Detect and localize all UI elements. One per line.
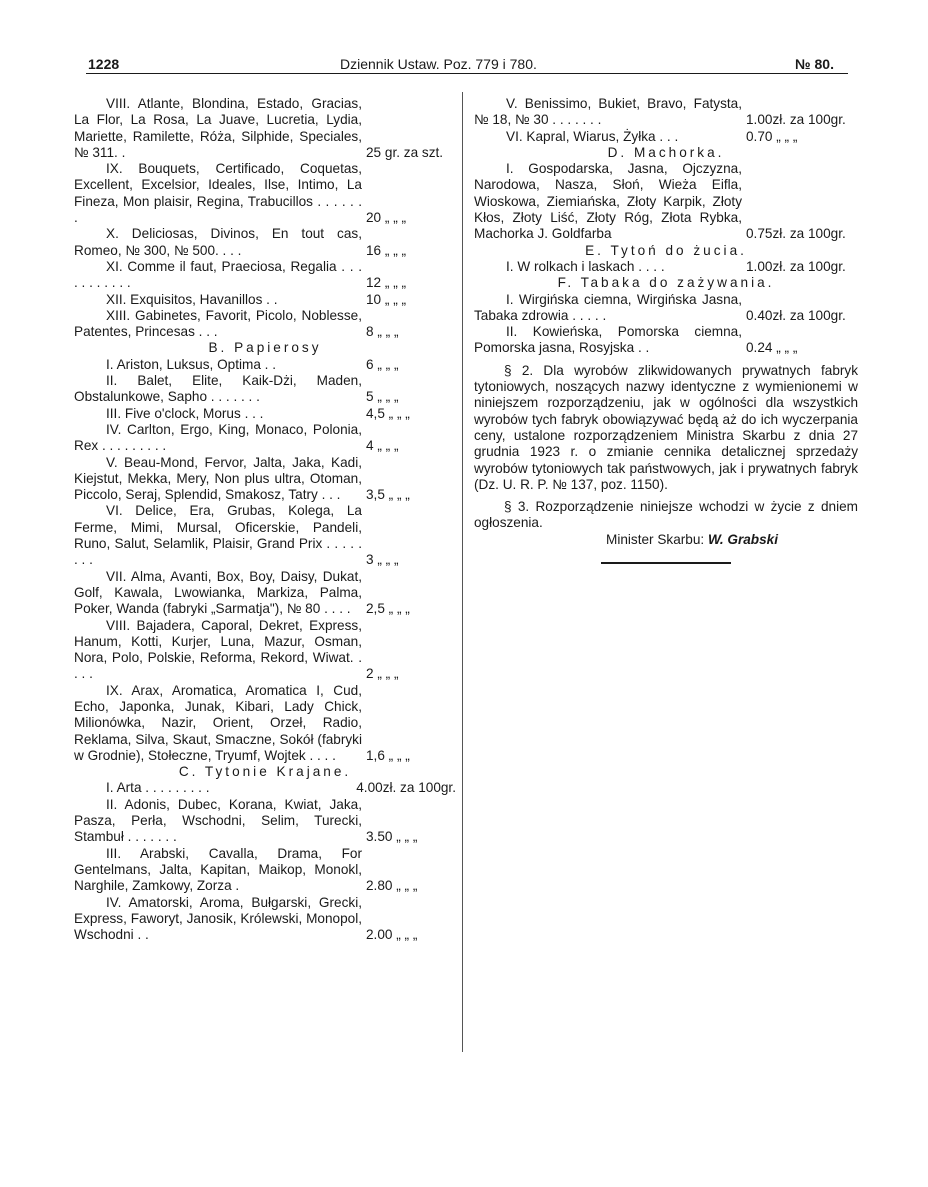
item-price: 4,5 „ „ „ bbox=[366, 405, 410, 421]
list-item bbox=[74, 846, 456, 895]
item-price: 3 „ „ „ bbox=[366, 552, 399, 568]
list-item bbox=[74, 503, 456, 568]
item-description: VI. Kapral, Wiarus, Żyłka . . . bbox=[506, 128, 679, 144]
list-item bbox=[74, 161, 456, 226]
closing-rule bbox=[601, 562, 731, 564]
item-price: 1,6 „ „ „ bbox=[366, 747, 410, 763]
right-column bbox=[474, 96, 858, 564]
signature-label: Minister Skarbu: bbox=[606, 531, 705, 547]
cigar-list bbox=[74, 96, 456, 340]
column-divider bbox=[462, 92, 463, 1052]
list-item bbox=[74, 569, 456, 618]
list-item bbox=[474, 324, 858, 357]
signature-name: W. Grabski bbox=[708, 531, 778, 547]
list-item bbox=[74, 357, 456, 373]
item-description: II. Adonis, Dubec, Korana, Kwiat, Jaka, Pasza, Perła, Wschodni, Selim, Turecki, Stambuł . . . . . . . bbox=[74, 796, 362, 845]
item-price: 1.00zł. za 100gr. bbox=[746, 112, 846, 128]
item-description: XIII. Gabinetes, Favorit, Picolo, Noblesse, Patentes, Princesas . . . bbox=[74, 307, 362, 340]
item-price: 12 „ „ „ bbox=[366, 275, 407, 291]
item-description: I. Ariston, Luksus, Optima . . bbox=[106, 356, 276, 372]
item-description: IX. Arax, Aromatica, Aromatica I, Cud, Echo, Japonka, Junak, Kibari, Lady Chick, Milionówka, Nazir, Orient, Orzeł, Radio, Reklama, Silva, Skaut, Smaczne, Sokół (fabryki w Grodnie), Stołeczne, Tryumf, Wojtek . . . . bbox=[74, 682, 362, 763]
item-price: 5 „ „ „ bbox=[366, 389, 399, 405]
item-price: 3,5 „ „ „ bbox=[366, 487, 410, 503]
item-price: 3.50 „ „ „ bbox=[366, 829, 418, 845]
list-item bbox=[74, 96, 456, 161]
item-price: 1.00zł. za 100gr. bbox=[746, 258, 846, 274]
item-description: X. Deliciosas, Divinos, En tout cas, Romeo, № 300, № 500. . . . bbox=[74, 226, 362, 258]
tobacco-list-continued bbox=[474, 96, 858, 145]
item-price: 4 „ „ „ bbox=[366, 438, 399, 454]
item-description: V. Benissimo, Bukiet, Bravo, Fatysta, № 18, № 30 . . . . . . . bbox=[474, 96, 742, 128]
list-item bbox=[74, 455, 456, 504]
paragraph-3: § 3. Rozporządzenie niniejsze wchodzi w życie z dniem ogłoszenia. bbox=[474, 499, 858, 531]
list-item bbox=[74, 373, 456, 406]
item-description: IV. Amatorski, Aroma, Bułgarski, Grecki, Express, Faworyt, Janosik, Królewski, Monopol, Wschodni . . bbox=[74, 894, 362, 943]
list-item bbox=[74, 895, 456, 944]
item-price: 0.40zł. za 100gr. bbox=[746, 307, 846, 323]
item-description: IV. Carlton, Ergo, King, Monaco, Polonia, Rex . . . . . . . . . bbox=[74, 421, 362, 454]
list-item bbox=[74, 292, 456, 308]
item-description: III. Five o'clock, Morus . . . bbox=[106, 405, 264, 421]
list-item bbox=[74, 618, 456, 683]
signature-line bbox=[474, 532, 858, 548]
item-description: I. Gospodarska, Jasna, Ojczyzna, Narodowa, Nasza, Słoń, Wieża Eifla, Wioskowa, Ziemiańska, Złoty Karpik, Złoty Kłos, Złoty Liść, Złoty Róg, Złota Rybka, Machorka J. Goldfarba bbox=[474, 161, 742, 242]
item-description: VIII. Bajadera, Caporal, Dekret, Express, Hanum, Kotti, Kurjer, Luna, Mazur, Osman, Nora, Polo, Polskie, Reforma, Rekord, Wiwat. . . . . bbox=[74, 617, 362, 682]
section-e-heading: E. Tytoń do żucia. bbox=[585, 242, 747, 258]
item-description: I. Arta . . . . . . . . . bbox=[106, 780, 210, 796]
list-item bbox=[474, 259, 858, 275]
list-item bbox=[474, 96, 858, 129]
section-b-heading: B. Papierosy bbox=[208, 340, 322, 356]
item-description: III. Arabski, Cavalla, Drama, For Gentelmans, Jalta, Kapitan, Maikop, Monokl, Narghile, Zamkowy, Zorza . bbox=[74, 845, 362, 894]
item-price: 2 „ „ „ bbox=[366, 666, 399, 682]
item-price: 8 „ „ „ bbox=[366, 324, 399, 340]
item-description: II. Kowieńska, Pomorska ciemna, Pomorska jasna, Rosyjska . . bbox=[474, 324, 742, 356]
page-number: 1228 bbox=[88, 56, 120, 72]
list-item bbox=[74, 226, 456, 259]
paragraph-2: § 2. Dla wyrobów zlikwidowanych prywatnych fabryk tytoniowych, noszących nazwy identyczne z wymienionemi w niniejszem rozporządzeniu, jak w ogólności dla wszystkich wyrobów tych fabryk obowiązywać będą aż do ich wyczerpania ceny, ustalone rozporządzeniem Ministra Skarbu z dnia 27 grudnia 1923 r. o zmianie cennika detalicznej sprzedaży wyrobów tytoniowych tak państwowych, jak i prywatnych fabryk (Dz. U. R. P. № 137, poz. 1150). bbox=[474, 362, 858, 492]
item-price: 2,5 „ „ „ bbox=[366, 601, 410, 617]
list-item bbox=[74, 683, 456, 764]
section-c-heading: C. Tytonie Krajane. bbox=[178, 764, 352, 780]
item-description: XI. Comme il faut, Praeciosa, Regalia . . . . . . . . . . . bbox=[74, 258, 362, 291]
list-item bbox=[474, 292, 858, 325]
header-rule bbox=[86, 73, 848, 74]
item-description: I. Wirgińska ciemna, Wirgińska Jasna, Tabaka zdrowia . . . . . bbox=[474, 291, 742, 323]
item-price: 2.00 „ „ „ bbox=[366, 927, 418, 943]
cigarette-list bbox=[74, 357, 456, 764]
issue-number: № 80. bbox=[795, 56, 834, 72]
section-f-heading: F. Tabaka do zażywania. bbox=[557, 275, 775, 291]
item-description: I. W rolkach i laskach . . . . bbox=[506, 258, 665, 274]
item-description: VIII. Atlante, Blondina, Estado, Gracias, La Flor, La Rosa, La Juave, Lucretia, Lydia, Mariette, Ramilette, Róża, Silphide, Speciales, № 311. . bbox=[74, 96, 362, 160]
item-price: 0.24 „ „ „ bbox=[746, 340, 798, 356]
item-description: VII. Alma, Avanti, Box, Boy, Daisy, Dukat, Golf, Kawala, Lwowianka, Markiza, Palma, Poker, Wanda (fabryki „Sarmatja"), № 80 . . . . bbox=[74, 568, 362, 617]
item-price: 0.70 „ „ „ bbox=[746, 128, 798, 144]
list-item bbox=[474, 161, 858, 242]
item-price: 6 „ „ „ bbox=[366, 356, 399, 372]
item-price: 20 „ „ „ bbox=[366, 210, 407, 226]
list-item bbox=[74, 406, 456, 422]
list-item bbox=[474, 129, 858, 145]
item-price: 4.00zł. za 100gr. bbox=[356, 780, 456, 796]
item-description: V. Beau-Mond, Fervor, Jalta, Jaka, Kadi, Kiejstut, Mekka, Mery, Non plus ultra, Otoman, Piccolo, Seraj, Splendid, Smakosz, Tatry . . . bbox=[74, 454, 362, 503]
tobacco-list bbox=[74, 780, 456, 943]
item-price: 2.80 „ „ „ bbox=[366, 878, 418, 894]
item-description: VI. Delice, Era, Grubas, Kolega, La Ferme, Mimi, Mursal, Oficerskie, Pandeli, Runo, Salut, Selamlik, Plaisir, Grand Prix . . . . . . . . bbox=[74, 503, 362, 568]
item-price: 0.75zł. za 100gr. bbox=[746, 226, 846, 242]
item-price: 10 „ „ „ bbox=[366, 291, 407, 307]
item-description: IX. Bouquets, Certificado, Coquetas, Excellent, Excelsior, Ideales, Ilse, Intimo, La Fineza, Mon plaisir, Regina, Trabucillos . . . . . . . bbox=[74, 161, 362, 226]
item-price: 25 gr. za szt. bbox=[366, 144, 444, 160]
list-item bbox=[74, 259, 456, 292]
chewing-tobacco-list bbox=[474, 259, 858, 275]
item-description: XII. Exquisitos, Havanillos . . bbox=[106, 291, 278, 307]
list-item bbox=[74, 797, 456, 846]
list-item bbox=[74, 422, 456, 455]
section-d-heading: D. Machorka. bbox=[607, 144, 725, 160]
list-item bbox=[74, 780, 456, 796]
machorka-list bbox=[474, 161, 858, 242]
item-description: II. Balet, Elite, Kaik-Dżi, Maden, Obstalunkowe, Sapho . . . . . . . bbox=[74, 373, 362, 405]
list-item bbox=[74, 308, 456, 341]
item-price: 16 „ „ „ bbox=[366, 242, 407, 258]
left-column bbox=[74, 96, 456, 943]
snuff-list bbox=[474, 292, 858, 357]
journal-title: Dziennik Ustaw. Poz. 779 i 780. bbox=[340, 56, 537, 72]
